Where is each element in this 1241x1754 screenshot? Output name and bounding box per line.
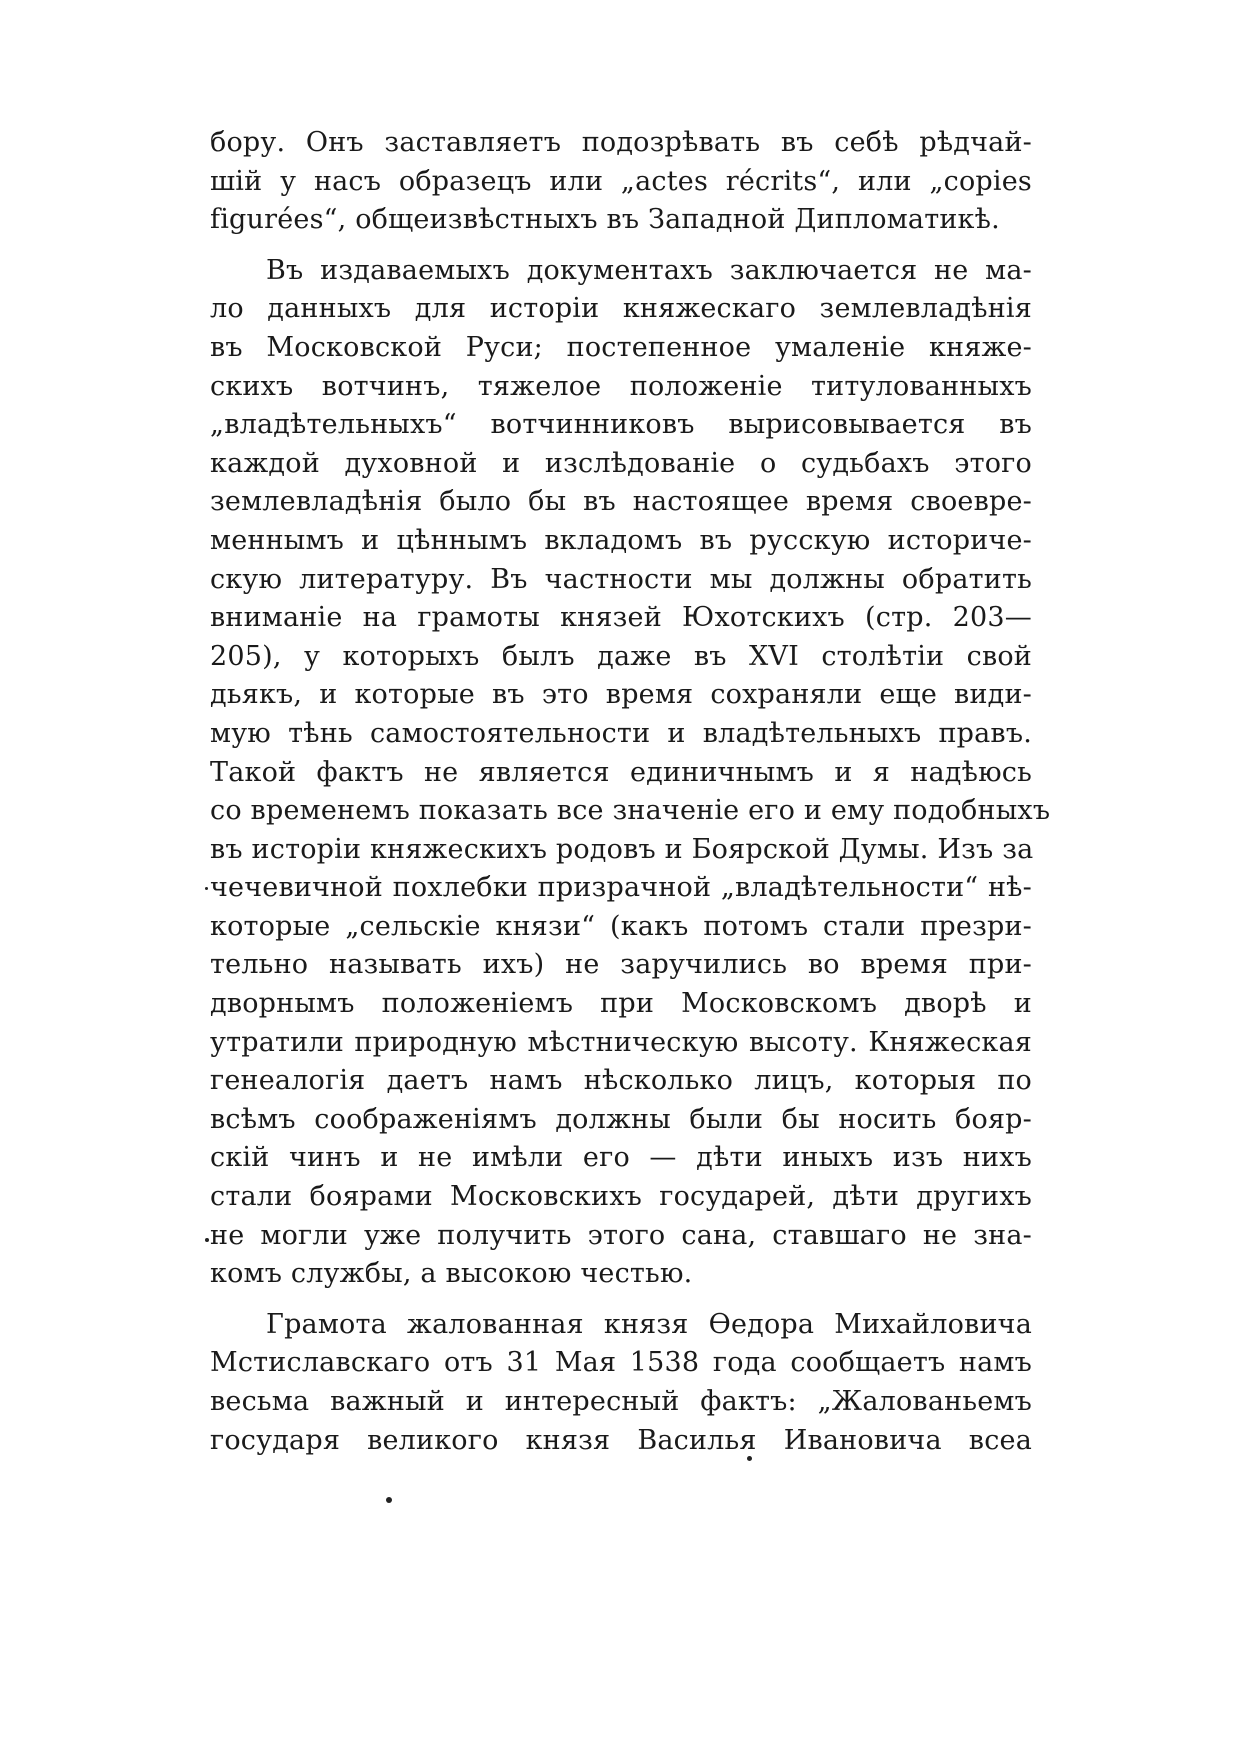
text-line: бору. Онъ заставляетъ подозрѣвать въ себѣ рѣдчай- bbox=[210, 127, 1032, 158]
text-line: всѣмъ соображеніямъ должны были бы носить бояр- bbox=[210, 1103, 1032, 1135]
text-line: шій у насъ образецъ или „actes récrits“, или „copies bbox=[210, 165, 1032, 197]
text-line: Въ издаваемыхъ документахъ заключается не ма- bbox=[266, 254, 1032, 286]
scan-speck bbox=[747, 1456, 752, 1461]
text-line: комъ службы, а высокою честью. bbox=[210, 1258, 693, 1290]
paragraph-3 bbox=[210, 1306, 1032, 1460]
scan-speck bbox=[386, 1497, 392, 1503]
text-line: дворнымъ положеніемъ при Московскомъ дворѣ и bbox=[210, 988, 1032, 1020]
text-line: Мстиславскаго отъ 31 Мая 1538 года сообщаетъ намъ bbox=[210, 1347, 1032, 1379]
text-line: 205), у которыхъ былъ даже въ XVI столѣтіи свой bbox=[210, 640, 1032, 672]
paragraph-2 bbox=[210, 252, 1051, 1294]
text-line: меннымъ и цѣннымъ вкладомъ въ русскую историче- bbox=[210, 524, 1032, 556]
text-line: каждой духовной и изслѣдованіе о судьбахъ этого bbox=[210, 447, 1032, 479]
text-line: въ исторіи княжескихъ родовъ и Боярской Думы. Изъ за bbox=[210, 833, 1034, 865]
scan-speck bbox=[205, 887, 208, 890]
text-line: въ Московской Руси; постепенное умаленіе княже- bbox=[210, 331, 1032, 363]
text-line: вниманіе на грамоты князей Юхотскихъ (стр. 203— bbox=[210, 602, 1032, 634]
text-line: со временемъ показать все значеніе его и ему подобныхъ bbox=[210, 795, 1051, 827]
text-line: стали боярами Московскихъ государей, дѣти другихъ bbox=[210, 1181, 1032, 1213]
text-line: Грамота жалованная князя Ѳедора Михайловича bbox=[266, 1308, 1032, 1340]
paragraph-1 bbox=[210, 124, 1032, 240]
body-text bbox=[210, 124, 1051, 1460]
text-line: генеалогія даетъ намъ нѣсколько лицъ, которыя по bbox=[210, 1065, 1032, 1097]
text-line: Такой фактъ не является единичнымъ и я надѣюсь bbox=[210, 756, 1032, 788]
text-line: скую литературу. Въ частности мы должны обратить bbox=[210, 563, 1032, 595]
scan-speck bbox=[205, 1238, 209, 1242]
text-line: весьма важный и интересный фактъ: „Жалованьемъ bbox=[210, 1386, 1032, 1417]
text-line: ло данныхъ для исторіи княжескаго землевладѣнія bbox=[210, 293, 1032, 325]
text-line: землевладѣнія было бы въ настоящее время своевре- bbox=[210, 486, 1032, 518]
text-line: утратили природную мѣстническую высоту. Княжеская bbox=[210, 1026, 1032, 1058]
text-line: figurées“, общеизвѣстныхъ въ Западной Дипломатикѣ. bbox=[210, 204, 1000, 236]
text-line: тельно называть ихъ) не заручились во время при- bbox=[210, 949, 1032, 981]
text-line: мую тѣнь самостоятельности и владѣтельныхъ правъ. bbox=[210, 717, 1032, 749]
text-line: скихъ вотчинъ, тяжелое положеніе титулованныхъ bbox=[210, 370, 1032, 402]
text-line: „владѣтельныхъ“ вотчинниковъ вырисовывается въ bbox=[210, 409, 1032, 441]
text-line: которые „сельскіе князи“ (какъ потомъ стали презри- bbox=[210, 910, 1032, 942]
text-line: государя великого князя Василья Ивановича всеа bbox=[210, 1424, 1032, 1456]
text-line: чечевичной похлебки призрачной „владѣтельности“ нѣ- bbox=[210, 872, 1032, 904]
text-line: не могли уже получить этого сана, ставшаго не зна- bbox=[210, 1219, 1032, 1251]
text-line: скій чинъ и не имѣли его — дѣти иныхъ изъ нихъ bbox=[210, 1142, 1032, 1174]
text-line: дьякъ, и которые въ это время сохраняли еще види- bbox=[210, 679, 1032, 711]
